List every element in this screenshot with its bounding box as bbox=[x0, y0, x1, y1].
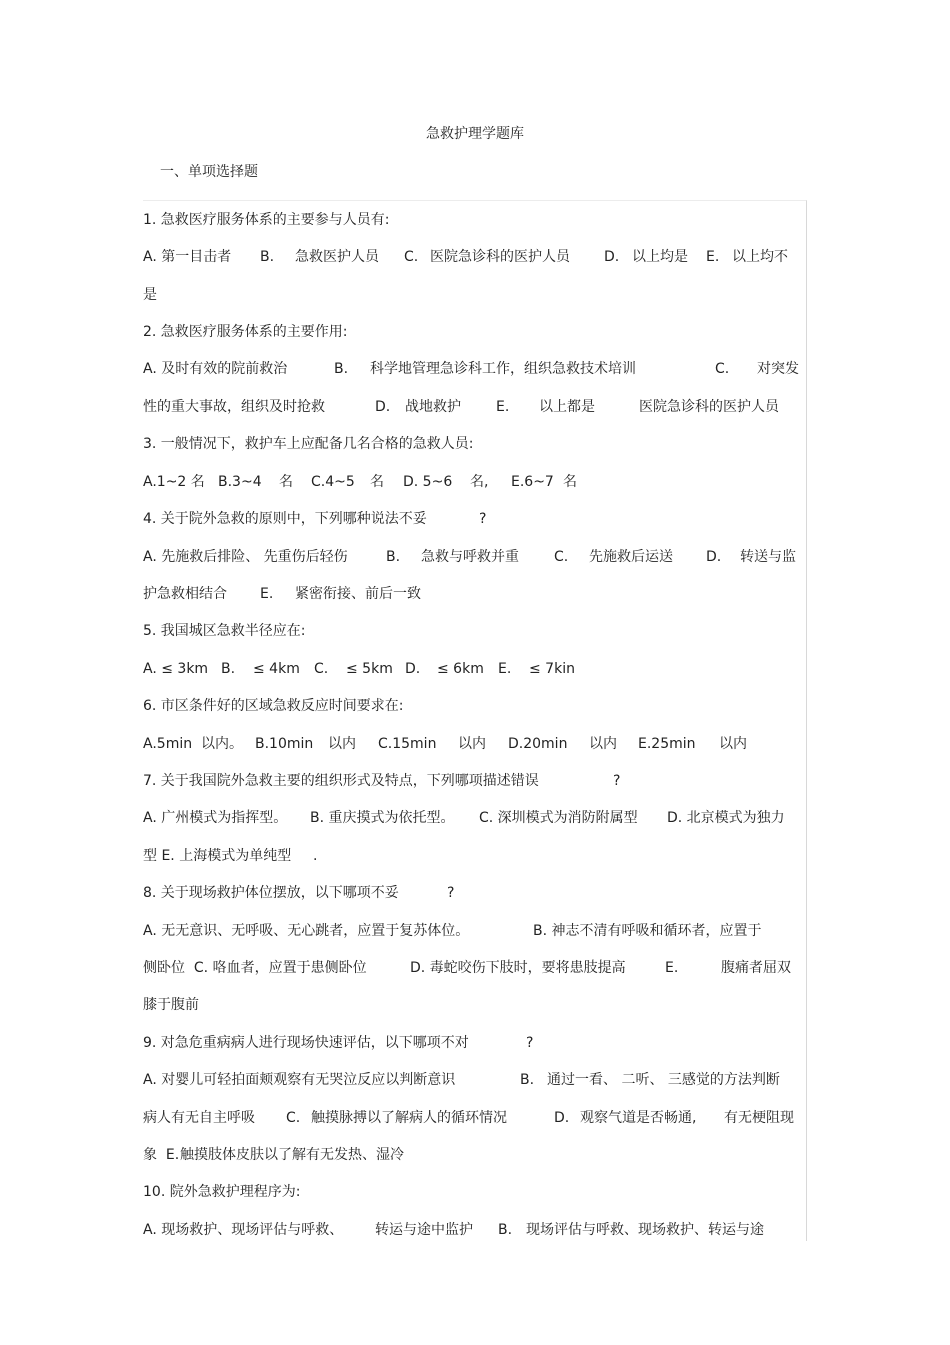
text-segment: B. bbox=[498, 1222, 513, 1238]
text-segment: 以上都是 bbox=[539, 399, 595, 415]
text-segment: C. bbox=[286, 1110, 301, 1126]
document-title: 急救护理学题库 bbox=[426, 126, 524, 142]
text-segment: E.25min bbox=[638, 736, 696, 752]
text-segment: 名 bbox=[563, 474, 577, 490]
text-segment: 急救与呼救并重 bbox=[421, 549, 519, 565]
text-segment: ? bbox=[447, 885, 455, 901]
text-segment: A.1~2 名 bbox=[143, 474, 205, 490]
text-segment: 6. 市区条件好的区域急救反应时间要求在: bbox=[143, 698, 404, 714]
text-segment: D. bbox=[554, 1110, 570, 1126]
text-segment: B. bbox=[221, 661, 236, 677]
text-segment: E. bbox=[496, 399, 510, 415]
text-segment: . bbox=[313, 848, 318, 864]
text-segment: D. 北京模式为独力 bbox=[667, 810, 785, 826]
text-segment: B. bbox=[386, 549, 401, 565]
text-segment: C. bbox=[314, 661, 329, 677]
text-segment: 2. 急救医疗服务体系的主要作用: bbox=[143, 324, 348, 340]
text-segment: 以上均是 bbox=[632, 249, 688, 265]
text-segment: 科学地管理急诊科工作，组织急救技术培训 bbox=[370, 361, 636, 377]
text-segment: A. 无无意识、无呼吸、无心跳者，应置于复苏体位。 bbox=[143, 923, 470, 939]
text-segment: 名 bbox=[370, 474, 384, 490]
text-segment: A. 及时有效的院前救治 bbox=[143, 361, 288, 377]
text-segment: E. bbox=[706, 249, 720, 265]
text-segment: B.10min bbox=[255, 736, 314, 752]
text-segment: 3. 一般情况下，救护车上应配备几名合格的急救人员: bbox=[143, 436, 474, 452]
text-segment: 以内 bbox=[719, 736, 747, 752]
text-segment: D. 5~6 bbox=[403, 474, 453, 490]
text-segment: 现场评估与呼救、现场救护、转运与途 bbox=[526, 1222, 764, 1238]
text-segment: 触摸肢体皮肤以了解有无发热、湿冷 bbox=[180, 1147, 404, 1163]
text-segment: 对突发 bbox=[757, 361, 799, 377]
text-segment: 战地救护 bbox=[405, 399, 461, 415]
text-segment: 7. 关于我国院外急救主要的组织形式及特点，下列哪项描述错误 bbox=[143, 773, 539, 789]
text-segment: B. bbox=[260, 249, 275, 265]
text-segment: 1. 急救医疗服务体系的主要参与人员有: bbox=[143, 212, 390, 228]
text-segment: 名, bbox=[470, 474, 489, 490]
text-segment: E.6~7 bbox=[511, 474, 554, 490]
text-segment: 以上均不 bbox=[732, 249, 788, 265]
text-segment: B. bbox=[520, 1072, 535, 1088]
text-segment: 10. 院外急救护理程序为: bbox=[143, 1184, 301, 1200]
text-segment: D. bbox=[375, 399, 391, 415]
text-segment: 护急救相结合 bbox=[143, 586, 227, 602]
text-segment: D. 毒蛇咬伤下肢时，要将患肢提高 bbox=[410, 960, 626, 976]
text-segment: 有无梗阻现 bbox=[724, 1110, 794, 1126]
text-segment: C.4~5 bbox=[311, 474, 355, 490]
text-segment: B.3~4 bbox=[218, 474, 262, 490]
text-segment: A. 先施救后排险、 先重伤后轻伤 bbox=[143, 549, 348, 565]
text-segment: C. 深圳模式为消防附属型 bbox=[479, 810, 638, 826]
text-segment: E. bbox=[260, 586, 274, 602]
text-segment: C.15min bbox=[378, 736, 437, 752]
text-segment: A. 广州模式为指挥型。 bbox=[143, 810, 288, 826]
text-segment: 9. 对急危重病病人进行现场快速评估，以下哪项不对 bbox=[143, 1035, 469, 1051]
text-segment: 象 E. bbox=[143, 1147, 180, 1163]
text-segment: 以内 bbox=[458, 736, 486, 752]
text-segment: ≤ 4km bbox=[253, 661, 300, 677]
text-segment: 转运与途中监护 bbox=[375, 1222, 473, 1238]
text-segment: 观察气道是否畅通, bbox=[580, 1110, 697, 1126]
text-segment: 型 E. 上海模式为单纯型 bbox=[143, 848, 292, 864]
text-segment: 8. 关于现场救护体位摆放，以下哪项不妥 bbox=[143, 885, 399, 901]
text-segment: B. 神志不清有呼吸和循环者，应置于 bbox=[533, 923, 762, 939]
text-segment: 医院急诊科的医护人员 bbox=[430, 249, 570, 265]
text-segment: 是 bbox=[143, 287, 157, 303]
text-segment: 侧卧位 C. 咯血者，应置于患侧卧位 bbox=[143, 960, 367, 976]
text-segment: 先施救后运送 bbox=[589, 549, 673, 565]
text-segment: 4. 关于院外急救的原则中，下列哪种说法不妥 bbox=[143, 511, 427, 527]
text-segment: D. bbox=[706, 549, 722, 565]
text-segment: D. bbox=[405, 661, 421, 677]
text-segment: E. bbox=[665, 960, 679, 976]
text-segment: 医院急诊科的医护人员 bbox=[639, 399, 779, 415]
text-segment: 通过一看、 二听、 三感觉的方法判断 bbox=[547, 1072, 780, 1088]
text-segment: A. 对婴儿可轻拍面颊观察有无哭泣反应以判断意识 bbox=[143, 1072, 456, 1088]
text-segment: C. bbox=[554, 549, 569, 565]
text-segment: ≤ 5km bbox=[346, 661, 393, 677]
text-segment: C. bbox=[404, 249, 419, 265]
text-segment: 名 bbox=[279, 474, 293, 490]
text-segment: ? bbox=[613, 773, 621, 789]
text-segment: 转送与监 bbox=[740, 549, 796, 565]
text-segment: ≤ 7kin bbox=[529, 661, 575, 677]
text-segment: 急救医护人员 bbox=[295, 249, 379, 265]
text-segment: 性的重大事故，组织及时抢救 bbox=[143, 399, 325, 415]
text-segment: 腹痛者屈双 bbox=[721, 960, 791, 976]
text-segment: 膝于腹前 bbox=[143, 997, 199, 1013]
text-segment: D.20min bbox=[508, 736, 568, 752]
text-segment: ≤ 6km bbox=[437, 661, 484, 677]
text-segment: 紧密衔接、前后一致 bbox=[295, 586, 421, 602]
text-segment: 以内 bbox=[328, 736, 356, 752]
section-heading: 一、单项选择题 bbox=[160, 164, 258, 180]
text-segment: A. 第一目击者 bbox=[143, 249, 232, 265]
text-segment: D. bbox=[604, 249, 620, 265]
text-segment: ? bbox=[526, 1035, 534, 1051]
text-segment: C. bbox=[715, 361, 730, 377]
text-segment: A. ≤ 3km bbox=[143, 661, 209, 677]
text-segment: 5. 我国城区急救半径应在: bbox=[143, 623, 306, 639]
text-segment: A. 现场救护、现场评估与呼救、 bbox=[143, 1222, 344, 1238]
text-segment: A.5min 以内。 bbox=[143, 736, 243, 752]
text-segment: 触摸脉搏以了解病人的循环情况 bbox=[311, 1110, 507, 1126]
text-segment: ? bbox=[479, 511, 487, 527]
text-segment: B. 重庆摸式为依托型。 bbox=[310, 810, 455, 826]
text-segment: E. bbox=[498, 661, 512, 677]
text-segment: 病人有无自主呼吸 bbox=[143, 1110, 255, 1126]
text-segment: B. bbox=[334, 361, 349, 377]
text-segment: 以内 bbox=[589, 736, 617, 752]
